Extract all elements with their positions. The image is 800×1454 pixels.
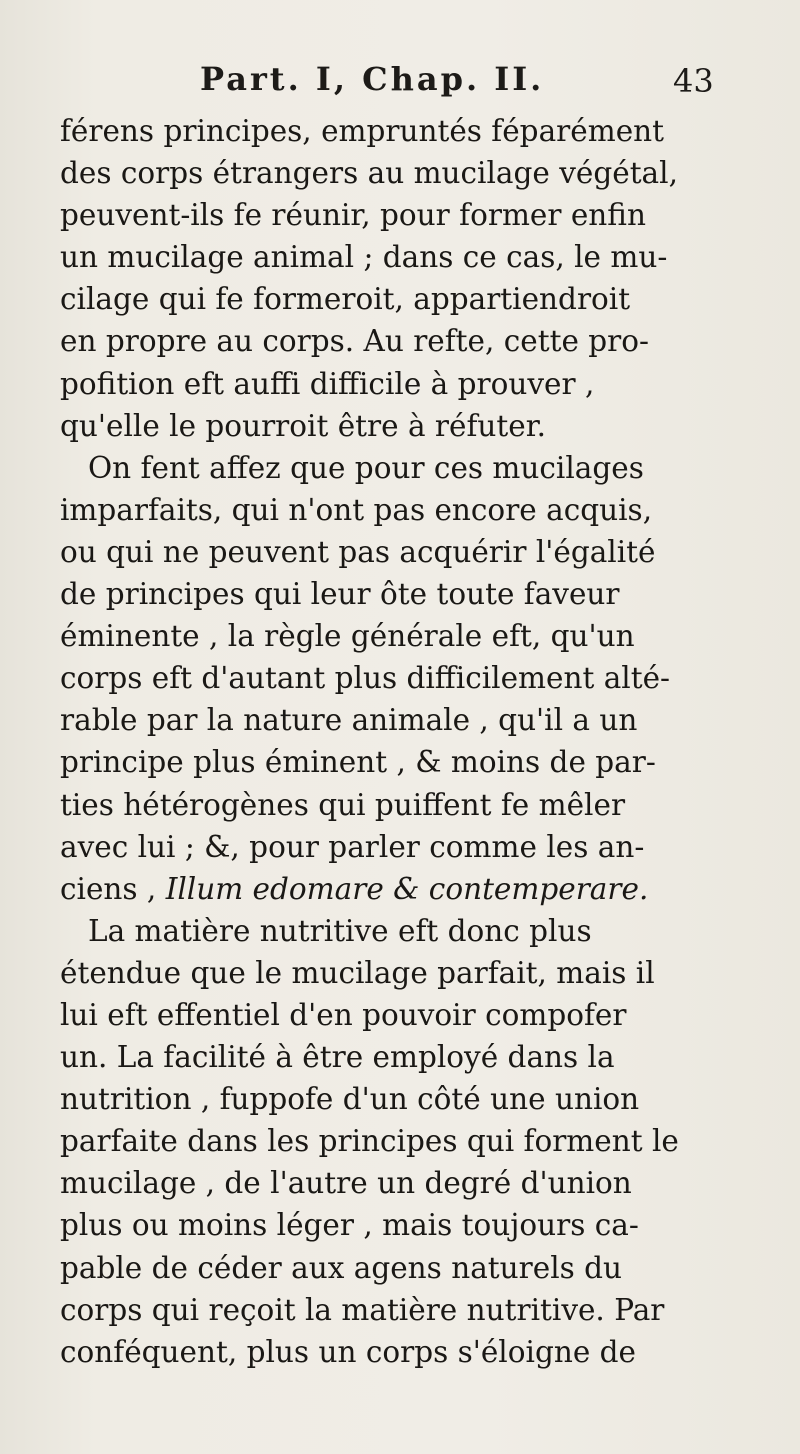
running-header: Part. I, Chap. II. — [200, 60, 545, 98]
text-line: principe plus éminent , & moins de par- — [60, 745, 656, 780]
text-line: ou qui ne peuvent pas acquérir l'égalité — [60, 534, 656, 569]
text-line: corps qui reçoit la matière nutritive. Par — [60, 1292, 665, 1327]
text-line: mucilage , de l'autre un degré d'union — [60, 1166, 632, 1201]
text-line: de principes qui leur ôte toute faveur — [60, 577, 620, 612]
latin-quote: Illum edomare & contemperare. — [165, 871, 649, 906]
text-line: pofition eft auffi difficile à prouver , — [60, 366, 595, 401]
text-line: férens principes, empruntés féparément — [60, 114, 665, 148]
text-line: avec lui ; &, pour parler comme les an- — [60, 829, 645, 864]
text-line: étendue que le mucilage parfait, mais il — [60, 955, 655, 990]
text-line: plus ou moins léger , mais toujours ca- — [60, 1208, 639, 1243]
text-line: peuvent-ils fe réunir, pour former enfin — [60, 198, 646, 233]
text-line: en propre au corps. Au refte, cette pro- — [60, 324, 649, 359]
body-text — [60, 110, 780, 1373]
text-line: ties hétérogènes qui puiffent fe mêler — [60, 787, 626, 822]
paragraph-start-line: On fent affez que pour ces mucilages — [88, 450, 644, 485]
paragraph-start-line: La matière nutritive eft donc plus — [88, 913, 592, 948]
text-line-latin-quote: ciens , Illum edomare & contemperare. — [60, 871, 649, 906]
text-line: corps eft d'autant plus difficilement alté- — [60, 661, 671, 696]
text-line: parfaite dans les principes qui forment le — [60, 1124, 679, 1159]
text-line: un. La facilité à être employé dans la — [60, 1040, 615, 1075]
text-line: nutrition , fuppofe d'un côté une union — [60, 1082, 640, 1117]
text-line: éminente , la règle générale eft, qu'un — [60, 619, 635, 654]
text-line: un mucilage animal ; dans ce cas, le mu- — [60, 240, 668, 275]
text-line: cilage qui fe formeroit, appartiendroit — [60, 282, 631, 317]
page-number: 43 — [673, 62, 714, 100]
text-line: rable par la nature animale , qu'il a un — [60, 703, 638, 738]
text-line: conféquent, plus un corps s'éloigne de — [60, 1334, 636, 1369]
text-line: des corps étrangers au mucilage végétal, — [60, 156, 678, 191]
text-line: imparfaits, qui n'ont pas encore acquis, — [60, 492, 653, 527]
text-line: qu'elle le pourroit être à réfuter. — [60, 408, 546, 443]
text-line: lui eft effentiel d'en pouvoir compofer — [60, 997, 627, 1032]
text-line: pable de céder aux agens naturels du — [60, 1250, 623, 1285]
